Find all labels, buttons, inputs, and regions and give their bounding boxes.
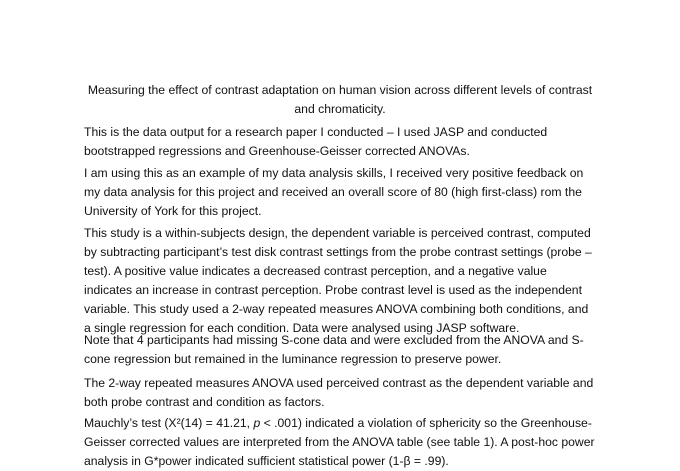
paragraph-mauchly-test <box>84 414 598 471</box>
document-title: Measuring the effect of contrast adaptation on human vision across different levels of contrast and chromaticity. <box>87 83 593 116</box>
paragraph-anova-description: The 2-way repeated measures ANOVA used perceived contrast as the dependent variable and both probe contrast and condition as factors. <box>84 376 594 409</box>
paragraph-missing-data-note: Note that 4 participants had missing S-cone data and were excluded from the ANOVA and S-cone regression but remained in the luminance regression to preserve power. <box>84 333 584 366</box>
mauchly-text-end: < .001) indicated a violation of sphericity so the Greenhouse-Geisser corrected values are interpreted from the ANOVA table (see table 1). A post-hoc power analysis in G*power indicated sufficient statistical power (1-β = .99). <box>84 416 595 468</box>
paragraph-data-output: This is the data output for a research paper I conducted – I used JASP and conducted bootstrapped regressions and Greenhouse-Geisser corrected ANOVAs. <box>84 125 548 158</box>
p-value-symbol: p <box>253 416 261 430</box>
paragraph-skills-feedback: I am using this as an example of my data analysis skills, I received very positive feedback on my data analysis for this project and received an overall score of 80 (high first-class) rom the University of York for this project. <box>84 166 584 218</box>
paragraph-study-design: This study is a within-subjects design, the dependent variable is perceived contrast, computed by subtracting participant’s test disk contrast settings from the probe contrast settings (probe – test). A positive value indicates a decreased contrast perception, and a negative value indicates an increase in contrast perception. Probe contrast level is used as the independent variable. This study used a 2-way repeated measures ANOVA combining both conditions, and a single regression for each condition. Data were analysed using JASP software. <box>84 226 592 335</box>
mauchly-text-start: Mauchly’s test (X²(14) = 41.21, <box>84 416 251 430</box>
